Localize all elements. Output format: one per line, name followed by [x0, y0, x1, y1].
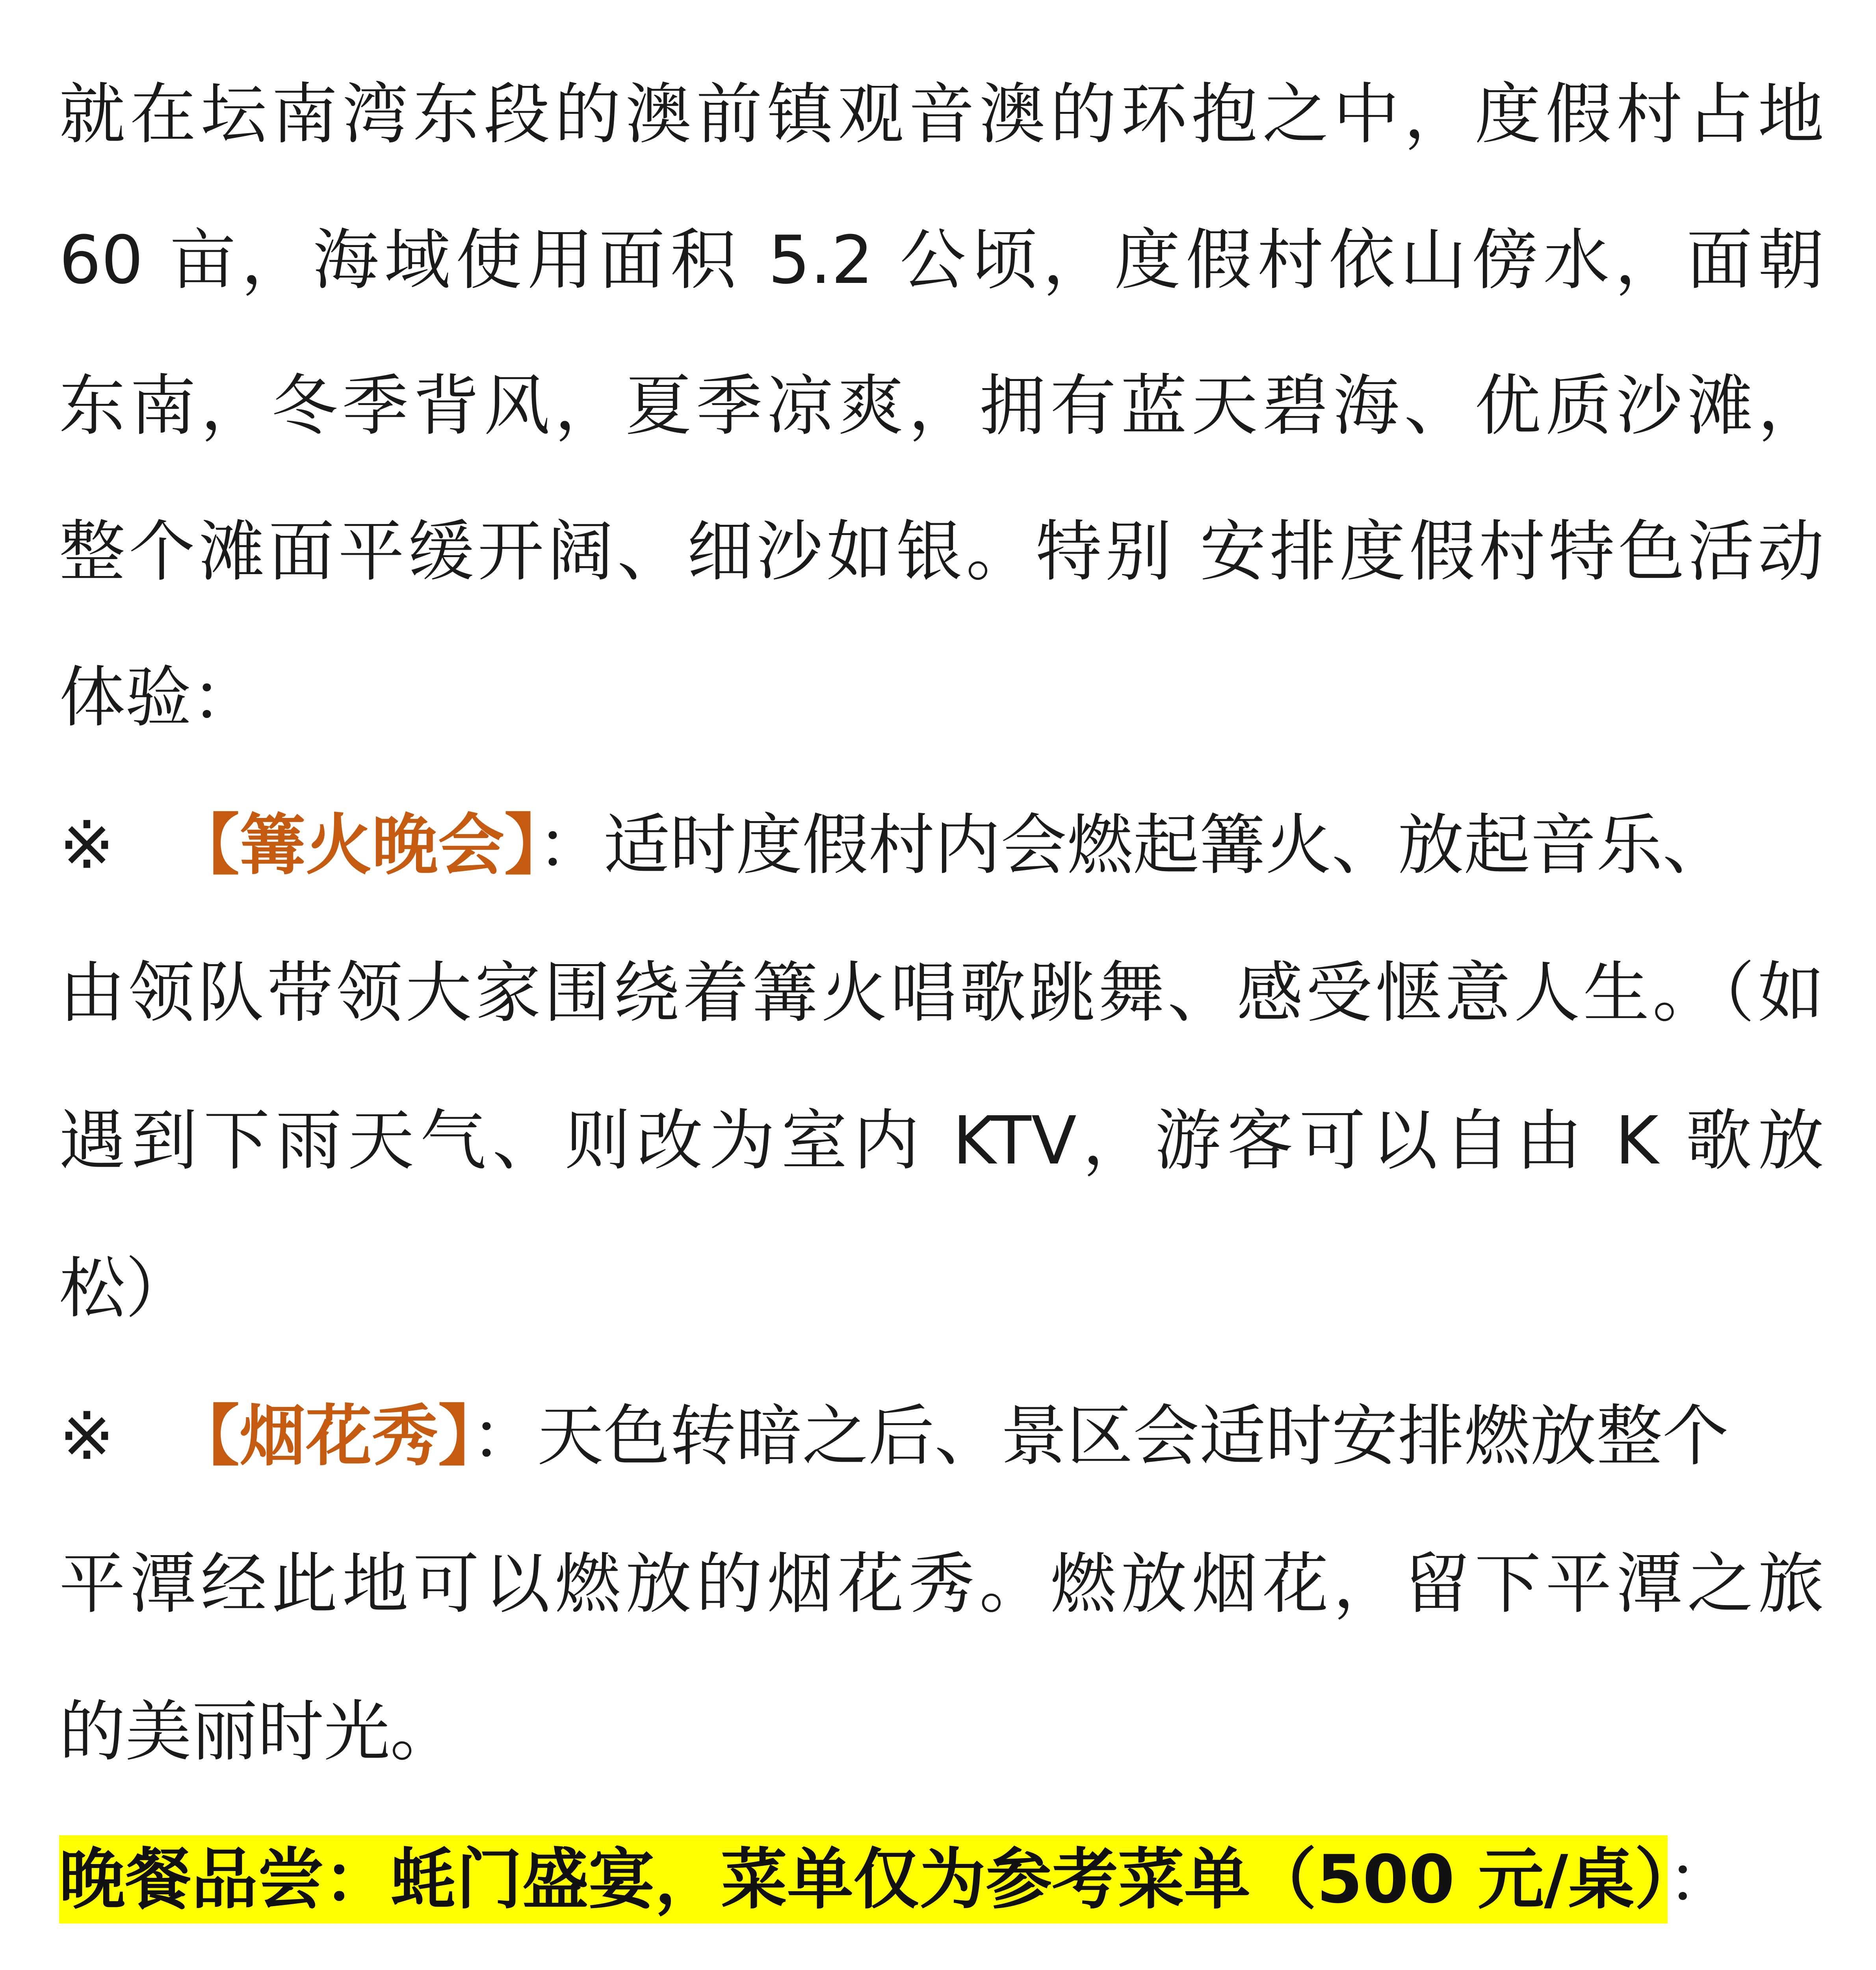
- intro-line-2: 60 亩，海域使用面积 5.2 公顷，度假村依山傍水，面朝: [59, 221, 1824, 299]
- bonfire-title: 【篝火晚会】: [173, 807, 537, 884]
- dinner-colon: ：: [1667, 1841, 1734, 1918]
- fireworks-line-1-text: ：天色转暗之后、景区会适时安排燃放整个: [471, 1398, 1729, 1475]
- bonfire-line-1-text: ：适时度假村内会燃起篝火、放起音乐、: [537, 807, 1729, 884]
- bonfire-marker: ※: [59, 807, 115, 884]
- fireworks-line-3: 的美丽时光。: [59, 1693, 456, 1770]
- intro-line-5: 体验：: [59, 659, 258, 736]
- dinner-line-1: [59, 1805, 1734, 1954]
- intro-line-1: 就在坛南湾东段的澳前镇观音澳的环抱之中，度假村占地: [59, 76, 1824, 153]
- fireworks-title: 【烟花秀】: [173, 1398, 471, 1475]
- bonfire-line-3: 遇到下雨天气、则改为室内 KTV，游客可以自由 K 歌放: [59, 1102, 1824, 1179]
- intro-line-4: 整个滩面平缓开阔、细沙如银。特别 安排度假村特色活动: [59, 513, 1824, 590]
- dinner-menu-line-1: [59, 1952, 1824, 1970]
- fireworks-line-1: [59, 1361, 1824, 1511]
- fireworks-marker: ※: [59, 1398, 115, 1475]
- dinner-highlight: 晚餐品尝：蚝门盛宴，菜单仅为参考菜单（500 元/桌）: [59, 1835, 1668, 1924]
- bonfire-line-2: 由领队带领大家围绕着篝火唱歌跳舞、感受惬意人生。（如: [59, 954, 1824, 1031]
- bonfire-line-1: [59, 770, 1824, 920]
- bonfire-line-4: 松）: [59, 1250, 191, 1327]
- intro-line-3: 东南，冬季背风，夏季凉爽，拥有蓝天碧海、优质沙滩，: [59, 367, 1824, 444]
- fireworks-line-2: 平潭经此地可以燃放的烟花秀。燃放烟花，留下平潭之旅: [59, 1545, 1824, 1622]
